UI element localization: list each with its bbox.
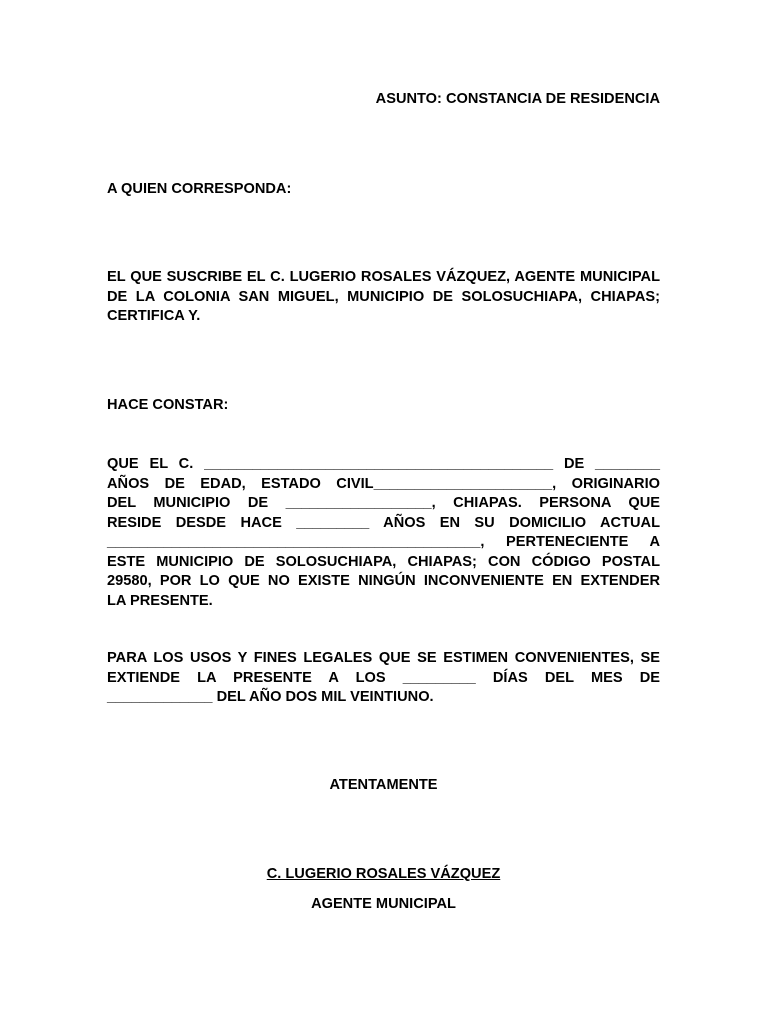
body-line: DEL MUNICIPIO DE __________________, CHIAPAS. PERSONA QUE xyxy=(107,495,660,511)
closing-line: PARA LOS USOS Y FINES LEGALES QUE SE ESTIMEN CONVENIENTES, SE xyxy=(107,650,660,666)
signer-name: C. LUGERIO ROSALES VÁZQUEZ xyxy=(266,866,501,882)
valediction: ATENTAMENTE xyxy=(329,777,438,793)
signature-block xyxy=(107,865,660,885)
closing-paragraph xyxy=(107,649,660,708)
body-line: ESTE MUNICIPIO DE SOLOSUCHIAPA, CHIAPAS; CON CÓDIGO POSTAL xyxy=(107,553,660,570)
salutation: A QUIEN CORRESPONDA: xyxy=(107,181,292,197)
body-line: ______________________________________________, PERTENECIENTE A xyxy=(107,534,660,550)
body-paragraph xyxy=(107,455,660,611)
signer-title: AGENTE MUNICIPAL xyxy=(311,896,456,912)
closing-line: EXTIENDE LA PRESENTE A LOS _________ DÍAS DEL MES DE xyxy=(107,669,660,686)
body-line: RESIDE DESDE HACE _________ AÑOS EN SU DOMICILIO ACTUAL xyxy=(107,514,660,531)
closing-line: _____________ DEL AÑO DOS MIL VEINTIUNO. xyxy=(107,689,434,705)
intro-paragraph: EL QUE SUSCRIBE EL C. LUGERIO ROSALES VÁZQUEZ, AGENTE MUNICIPAL DE LA COLONIA SAN MIGUEL, MUNICIPIO DE SOLOSUCHIAPA, CHIAPAS; CERTIFICA Y. xyxy=(107,269,660,324)
body-line: QUE EL C. ___________________________________________ DE ________ xyxy=(107,456,660,472)
body-line: LA PRESENTE. xyxy=(107,592,213,609)
section-heading: HACE CONSTAR: xyxy=(107,397,229,413)
subject-line: ASUNTO: CONSTANCIA DE RESIDENCIA xyxy=(375,91,660,107)
body-line: AÑOS DE EDAD, ESTADO CIVIL______________________, ORIGINARIO xyxy=(107,475,660,492)
body-line: 29580, POR LO QUE NO EXISTE NINGÚN INCONVENIENTE EN EXTENDER xyxy=(107,573,660,589)
